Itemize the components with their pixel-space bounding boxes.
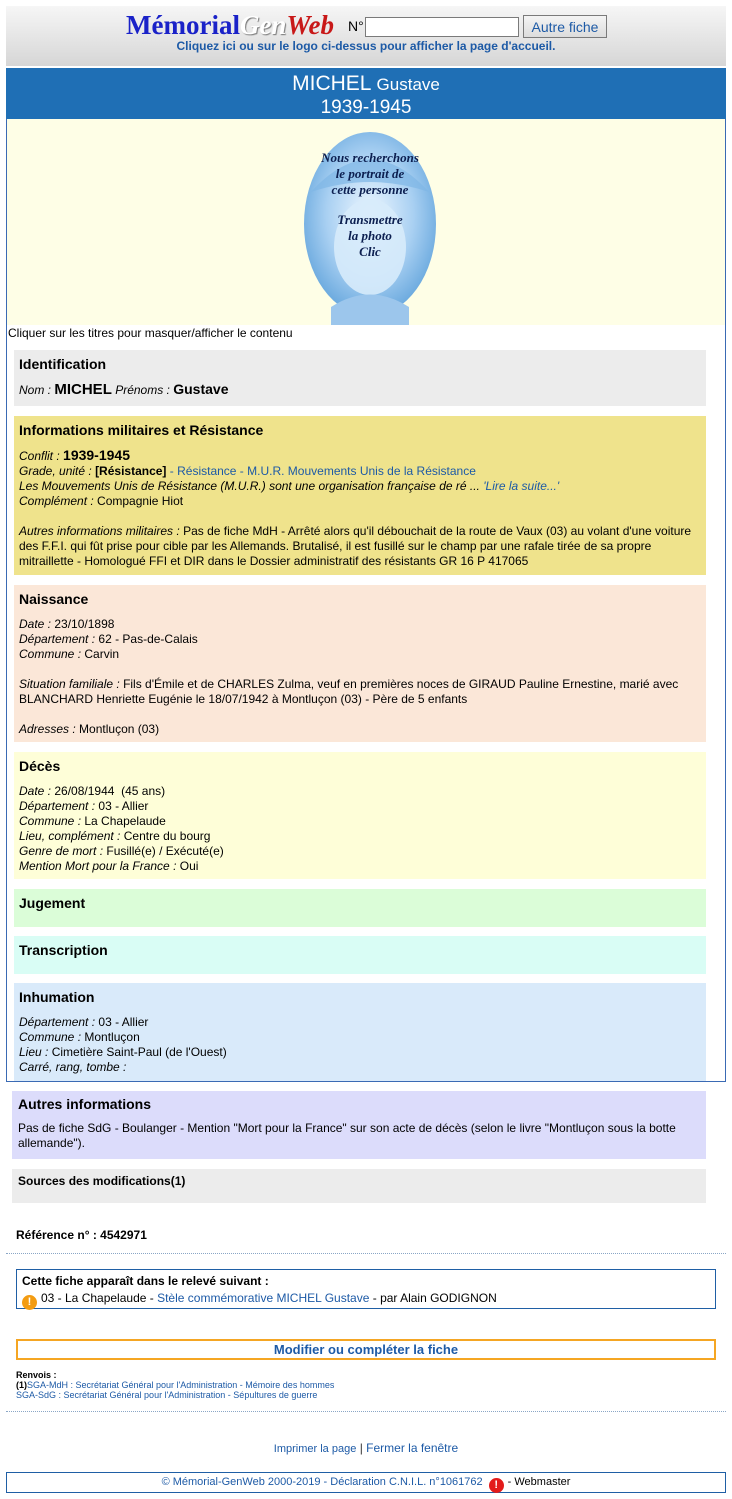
- fiche-frame: [6, 119, 726, 1082]
- person-title-bar: [6, 68, 726, 119]
- webmaster-link[interactable]: - Webmaster: [507, 1476, 571, 1488]
- section-sources[interactable]: Sources des modifications(1): [12, 1169, 706, 1203]
- person-name: [6, 68, 726, 97]
- section-title-autres[interactable]: Autres informations: [18, 1096, 152, 1112]
- inhum-lieu-label: Lieu :: [19, 1045, 49, 1059]
- genre-mort-value: Fusillé(e) / Exécuté(e): [106, 844, 224, 858]
- complement-value: Compagnie Hiot: [97, 494, 184, 508]
- naissance-date-line: [19, 617, 701, 632]
- logo-text-memorial[interactable]: Mémorial: [126, 10, 240, 40]
- portrait-line: Transmettre: [337, 212, 403, 227]
- section-transcription: [14, 936, 706, 974]
- portrait-line: Nous recherchons: [321, 150, 419, 165]
- deces-lieu-line: [19, 829, 701, 844]
- portrait-placeholder[interactable]: [301, 132, 439, 325]
- deces-dept-label: Département :: [19, 799, 96, 813]
- renvois-link-sdg[interactable]: SGA-SdG : Secrétariat Général pour l'Administration - Sépultures de guerre: [16, 1390, 318, 1400]
- mention-value: Oui: [179, 859, 199, 873]
- adresses-label: Adresses :: [19, 722, 76, 736]
- adresses-line: [19, 722, 701, 737]
- nom-label: Nom :: [19, 383, 52, 397]
- logo-text-gen[interactable]: Gen: [239, 10, 287, 40]
- releve-link[interactable]: Stèle commémorative MICHEL Gustave: [157, 1291, 370, 1305]
- footer: [6, 1472, 726, 1493]
- number-label: N°: [348, 18, 364, 34]
- inhum-dept-line: [19, 1015, 701, 1030]
- portrait-line: la photo: [348, 228, 392, 243]
- logo-text-web[interactable]: Web: [286, 10, 334, 40]
- mention-line: [19, 859, 701, 874]
- autres-militaires-value: Pas de fiche MdH - Arrêté alors qu'il débouchait de la route de Vaux (03) au volant d'une voiture des F.F.I. qui fût prise pour cible par les Allemands. Brutalisé, il est fusillé sur le champ par une rafale tirée de sa propre mitraillette - Homologué FFI et DIR dans le Dossier administratif des résistants GR 16 P 417065: [19, 524, 692, 568]
- naissance-dept-line: [19, 632, 701, 647]
- carre-line: [19, 1060, 701, 1075]
- releve-line: [22, 1291, 710, 1310]
- releve-box: [16, 1269, 716, 1309]
- page-actions: [0, 1441, 732, 1455]
- naissance-commune-value: Carvin: [84, 647, 120, 661]
- inhum-dept-value: 03 - Allier: [98, 1015, 149, 1029]
- complement-line: [19, 494, 701, 509]
- deces-date-label: Date :: [19, 784, 52, 798]
- divider: [6, 1253, 726, 1254]
- section-autres-informations: [12, 1091, 706, 1159]
- inhum-commune-line: [19, 1030, 701, 1045]
- naissance-dept-label: Département :: [19, 632, 96, 646]
- situation-value: Fils d'Émile et de CHARLES Zulma, veuf en premières noces de GIRAUD Pauline Ernestine, marié avec BLANCHARD Henriette Eugénie le 18/07/1942 à Montluçon (03) - Père de 5 enfants: [19, 677, 679, 706]
- naissance-date-label: Date :: [19, 617, 52, 631]
- section-militaire: [14, 416, 706, 575]
- naissance-dept-value: 62 - Pas-de-Calais: [98, 632, 198, 646]
- carre-label: Carré, rang, tombe :: [19, 1060, 127, 1074]
- deces-commune-label: Commune :: [19, 814, 82, 828]
- close-window-link[interactable]: Fermer la fenêtre: [366, 1441, 459, 1455]
- section-title-jugement[interactable]: Jugement: [19, 895, 86, 911]
- section-jugement: [14, 889, 706, 927]
- identity-line: [19, 382, 701, 398]
- adresses-value: Montluçon (03): [79, 722, 160, 736]
- person-first-name: Gustave: [376, 75, 440, 94]
- genre-mort-label: Genre de mort :: [19, 844, 104, 858]
- deces-date-line: [19, 784, 701, 799]
- situation-line: [19, 677, 701, 707]
- person-last-name: MICHEL: [292, 72, 371, 95]
- complement-label: Complément :: [19, 494, 94, 508]
- mur-text: Les Mouvements Unis de Résistance (M.U.R.) sont une organisation française de ré ...: [19, 479, 480, 493]
- portrait-line: le portrait de: [335, 166, 405, 181]
- inhum-commune-value: Montluçon: [84, 1030, 140, 1044]
- modifier-fiche-button[interactable]: Modifier ou compléter la fiche: [16, 1339, 716, 1360]
- autres-militaires-line: [19, 524, 701, 569]
- inhum-commune-label: Commune :: [19, 1030, 82, 1044]
- fiche-number-input[interactable]: [365, 17, 519, 37]
- lire-suite-link[interactable]: 'Lire la suite...': [483, 479, 560, 493]
- section-title-transcription[interactable]: Transcription: [19, 942, 108, 958]
- section-title-inhumation[interactable]: Inhumation: [19, 989, 95, 1005]
- section-deces: [14, 752, 706, 879]
- naissance-date-value: 23/10/1898: [54, 617, 115, 631]
- grade-line: [19, 464, 701, 479]
- alert-icon: !: [489, 1478, 504, 1493]
- divider: [6, 1411, 726, 1412]
- inhum-lieu-value: Cimetière Saint-Paul (de l'Ouest): [51, 1045, 227, 1059]
- conflit-value: 1939-1945: [63, 447, 130, 463]
- renvois-line-2: [16, 1390, 334, 1400]
- deces-date-value: 26/08/1944 (45 ans): [54, 784, 166, 798]
- section-naissance: [14, 585, 706, 742]
- info-icon: !: [22, 1295, 37, 1310]
- naissance-commune-line: [19, 647, 701, 662]
- deces-commune-line: [19, 814, 701, 829]
- deces-lieu-label: Lieu, complément :: [19, 829, 121, 843]
- deces-dept-line: [19, 799, 701, 814]
- site-logo[interactable]: [126, 10, 334, 40]
- renvois-line-1: [16, 1380, 334, 1390]
- mur-line: [19, 479, 701, 494]
- home-link[interactable]: Cliquez ici ou sur le logo ci-dessus pour afficher la page d'accueil.: [176, 39, 556, 53]
- reference-number: Référence n° : 4542971: [16, 1228, 147, 1242]
- deces-commune-value: La Chapelaude: [84, 814, 166, 828]
- renvois-link-mdh[interactable]: SGA-MdH : Secrétariat Général pour l'Administration - Mémoire des hommes: [27, 1380, 335, 1390]
- deces-lieu-value: Centre du bourg: [123, 829, 211, 843]
- portrait-line: cette personne: [331, 182, 409, 197]
- section-title-deces[interactable]: Décès: [19, 758, 61, 774]
- releve-author: - par Alain GODIGNON: [372, 1291, 497, 1305]
- toggle-hint: Cliquer sur les titres pour masquer/afficher le contenu: [8, 326, 293, 340]
- renvois-title: Renvois :: [16, 1370, 57, 1380]
- prenoms-value: Gustave: [173, 381, 229, 397]
- site-header: [6, 6, 726, 66]
- section-title-naissance[interactable]: Naissance: [19, 591, 89, 607]
- section-inhumation: [14, 983, 706, 1082]
- inhum-dept-label: Département :: [19, 1015, 96, 1029]
- portrait-text: [301, 132, 439, 260]
- nom-value: MICHEL: [54, 381, 112, 398]
- section-title-identification[interactable]: Identification: [19, 356, 107, 372]
- conflict-years: 1939-1945: [320, 97, 412, 118]
- footer-copyright[interactable]: © Mémorial-GenWeb 2000-2019 - Déclaration C.N.I.L. n°1061762: [161, 1476, 483, 1488]
- mention-label: Mention Mort pour la France :: [19, 859, 177, 873]
- inhum-lieu-line: [19, 1045, 701, 1060]
- grade-label: Grade, unité :: [19, 464, 92, 478]
- unite-link[interactable]: - Résistance - M.U.R. Mouvements Unis de la Résistance: [169, 464, 476, 478]
- section-title-militaire[interactable]: Informations militaires et Résistance: [19, 422, 264, 438]
- section-identification: [14, 350, 706, 406]
- autres-text: Pas de fiche SdG - Boulanger - Mention "Mort pour la France" sur son acte de décès (selon le livre "Montluçon sous la botte allemande").: [18, 1121, 676, 1150]
- autres-militaires-label: Autres informations militaires :: [19, 524, 180, 538]
- releve-heading: Cette fiche apparaît dans le relevé suivant :: [22, 1274, 269, 1288]
- conflit-label: Conflit :: [19, 449, 60, 463]
- print-link[interactable]: Imprimer la page: [273, 1443, 357, 1455]
- naissance-commune-label: Commune :: [19, 647, 82, 661]
- portrait-band: [7, 119, 725, 325]
- genre-mort-line: [19, 844, 701, 859]
- situation-label: Situation familiale :: [19, 677, 120, 691]
- renvois-mark: (1): [16, 1380, 27, 1390]
- deces-dept-value: 03 - Allier: [98, 799, 149, 813]
- prenoms-label: Prénoms :: [115, 383, 170, 397]
- grade-value: [Résistance]: [95, 464, 167, 478]
- renvois: [16, 1370, 334, 1400]
- actions-separator: |: [359, 1441, 363, 1455]
- releve-place: 03 - La Chapelaude -: [41, 1291, 154, 1305]
- conflit-line: [19, 448, 701, 464]
- autre-fiche-button[interactable]: Autre fiche: [523, 15, 607, 38]
- portrait-line: Clic: [359, 244, 381, 259]
